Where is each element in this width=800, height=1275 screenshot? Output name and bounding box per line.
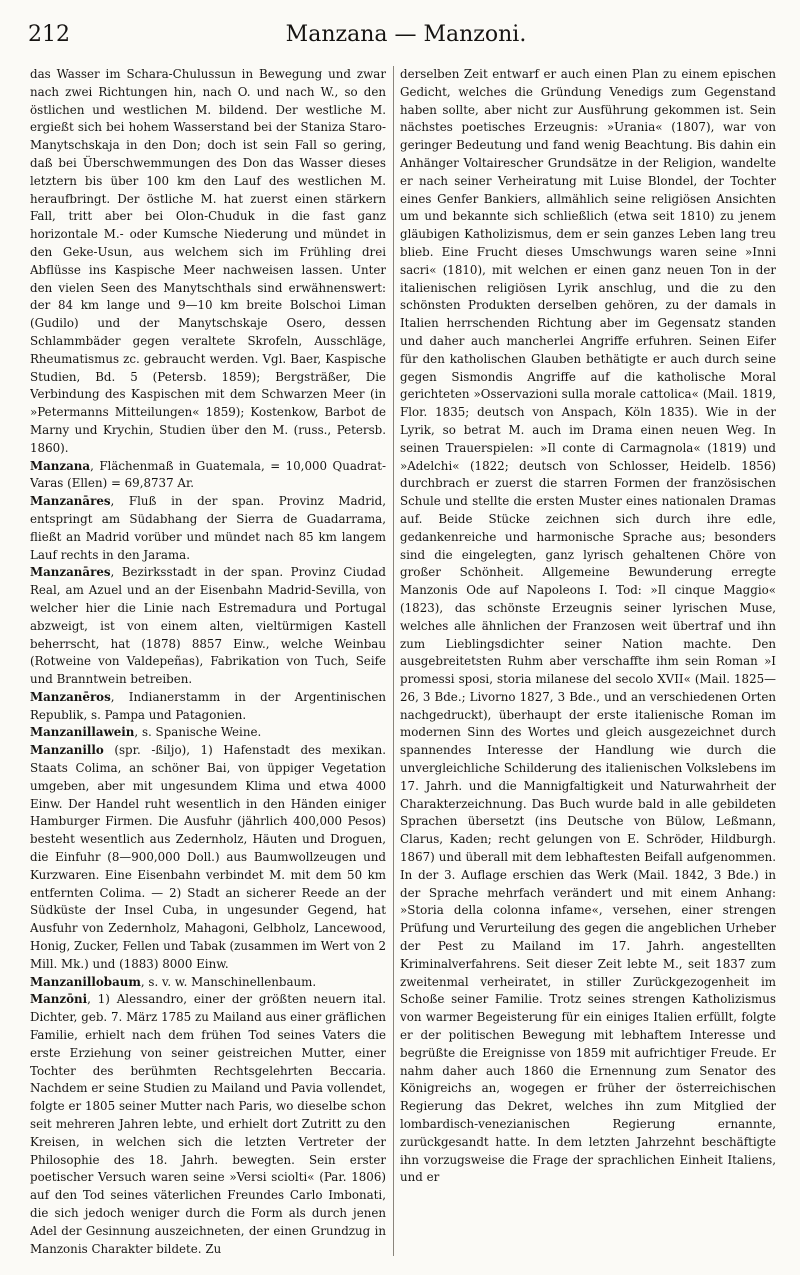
entry-text: , Indianerstamm in der Argentinischen Republik, s. Pampa und Patagonien. xyxy=(30,689,386,722)
entry-manzaneros xyxy=(30,689,386,725)
entry-manzanillo xyxy=(30,742,386,973)
headword: Manzanillobaum xyxy=(30,974,141,989)
entry-text: , 1) Alessandro, einer der größten neuern ital. Dichter, geb. 7. März 1785 zu Mailand aus einer gräflichen Familie, erhielt nach dem frühen Tod seines Vaters die erste Erziehung von seiner geistreichen Mutter, einer Tochter des berühmten Rechtsgelehrten Beccaria. Nachdem er seine Studien zu Mailand und Pavia vollendet, folgte er 1805 seiner Mutter nach Paris, wo dieselbe schon seit mehreren Jahren lebte, und erhielt dort Zutritt zu den Kreisen, in welchen sich die letzten Vertreter der Philosophie des 18. Jahrh. bewegten. Sein erster poetischer Versuch waren seine »Versi sciolti« (Par. 1806) auf den Tod seines väterlichen Freundes Carlo Imbonati, die sich jedoch weniger durch die Form als durch jenen Adel der Gesinnung auszeichneten, der einen Grundzug in Manzonis Charakter bildete. Zu xyxy=(30,992,386,1256)
entry-manzanillawein xyxy=(30,724,386,742)
entry-manzanares-town xyxy=(30,564,386,689)
headword: Manzanillawein xyxy=(30,725,135,740)
running-title: Manzana — Manzoni. xyxy=(285,22,527,47)
left-column xyxy=(30,66,386,1256)
entry-text: , Bezirksstadt in der span. Provinz Ciudad Real, am Azuel und an der Eisenbahn Madrid-Sevilla, von welcher hier die Linie nach Estremadura und Portugal abzweigt, ist von einem alten, vieltürmigen Kastell beherrscht, hat (1878) 8857 Einw., welche Weinbau (Rotweine von Valdepeñas), Fabrikation von Tuch, Seife und Branntwein betreiben. xyxy=(30,565,386,687)
entry-text: , Flächenmaß in Guatemala, = 10,000 Quadrat-Varas (Ellen) = 69,8737 Ar. xyxy=(30,458,386,491)
headword: Manzanāres xyxy=(30,565,111,580)
continued-paragraph: das Wasser im Schara-Chulussun in Bewegung und zwar nach zwei Richtungen hin, nach O. und nach W., so den östlichen und westlichen M. bildend. Der westliche M. ergießt sich bei hohem Wasserstand bei der Staniza Staro-Manytschskaja in den Don; doch ist sein Fall so gering, daß bei Überschwemmungen des Don das Wasser dieses letztern bis über 100 km den Lauf des westlichen M. heraufbringt. Der östliche M. hat zuerst einen stärkern Fall, tritt aber bei Olon-Chuduk in die fast ganz horizontale M.- oder Kumsche Niederung und mündet in den Geke-Usun, aus welchem sich im Frühling drei Abflüsse ins Kaspische Meer nachweisen lassen. Unter den vielen Seen des Manytschthals sind erwähnenswert: der 84 km lange und 9—10 km breite Bolschoi Liman (Gudilo) und der Manytschskaje Osero, dessen Schlammbäder gegen veraltete Skrofeln, Ausschläge, Rheumatismus zc. gebraucht werden. Vgl. Baer, Kaspische Studien, Bd. 5 (Petersb. 1859); Bergsträßer, Die Verbindung des Kaspischen mit dem Schwarzen Meer (in »Petermanns Mitteilungen« 1859); Kostenkow, Barbot de Marny und Krychin, Studien über den M. (russ., Petersb. 1860). xyxy=(30,67,386,455)
column-divider xyxy=(393,66,394,1256)
headword: Manzanillo xyxy=(30,743,104,758)
page-number: 212 xyxy=(28,22,70,47)
headword: Manzanēros xyxy=(30,689,111,704)
entry-text: , s. Spanische Weine. xyxy=(134,725,262,740)
page-header xyxy=(28,22,784,52)
entry-manzanillobaum xyxy=(30,974,386,992)
entry-manzoni xyxy=(30,991,386,1256)
headword: Manzana xyxy=(30,458,91,473)
entry-text: , s. v. w. Manschinellenbaum. xyxy=(140,974,317,989)
headword: Manzanāres xyxy=(30,494,111,509)
manzoni-continuation: derselben Zeit entwarf er auch einen Plan zu einem epischen Gedicht, welches die Gründung Venedigs zum Gegenstand haben sollte, aber nicht zur Ausführung gekommen ist. Sein nächstes poetisches Erzeugnis: »Urania« (1807), war von geringer Bedeutung und fand wenig Beachtung. Bis dahin ein Anhänger Voltairescher Grundsätze in der Religion, wandelte er nach seiner Verheiratung mit Luise Blondel, der Tochter eines Genfer Bankiers, allmählich seine religiösen Ansichten um und bekannte sich schließlich (etwa seit 1810) zu jenem gläubigen Katholizismus, dem er sein ganzes Leben lang treu blieb. Eine Frucht dieses Umschwungs waren seine »Inni sacri« (1810), mit welchen er einen ganz neuen Ton in der italienischen religiösen Lyrik anschlug, und die zu den schönsten Produkten derselben gehören, zu der damals in Italien herrschenden Richtung aber im Gegensatz standen und daher auch mancherlei Angriffe erfuhren. Seinen Eifer für den katholischen Glauben bethätigte er auch durch seine gegen Sismondis Angriffe auf die katholische Moral gerichteten »Osservazioni sulla morale cattolica« (Mail. 1819, Flor. 1835; deutsch von Anspach, Köln 1835). Wie in der Lyrik, so betrat M. auch im Drama einen neuen Weg. In seinen Trauerspielen: »Il conte di Carmagnola« (1819) und »Adelchi« (1822; deutsch von Schlosser, Heidelb. 1856) durchbrach er zuerst die starren Formen der französischen Schule und stellte die ersten Muster eines nationalen Dramas auf. Beide Stücke zeichnen sich durch ihre edle, gedankenreiche und harmonische Sprache aus; besonders sind die eingelegten, ganz lyrisch gehaltenen Chöre von großer Schönheit. Allgemeine Bewunderung erregte Manzonis Ode auf Napoleons I. Tod: »Il cinque Maggio« (1823), das schönste Erzeugnis seiner lyrischen Muse, welches alle ähnlichen der Franzosen weit übertraf und ihn zum Lieblingsdichter seiner Nation machte. Den ausgebreitetsten Ruhm aber verschaffte ihm sein Roman »I promessi sposi, storia milanese del secolo XVII« (Mail. 1825—26, 3 Bde.; Livorno 1827, 3 Bde., und an verschiedenen Orten nachgedruckt), überhaupt der erste italienische Roman im modernen Sinn des Wortes und gleich ausgezeichnet durch spannendes Interesse der Handlung wie durch die unvergleichliche Schilderung des italienischen Volkslebens im 17. Jahrh. und die Mannigfaltigkeit und Naturwahrheit der Charakterzeichnung. Das Buch wurde bald in alle gebildeten Sprachen übersetzt (ins Deutsche von Bülow, Leßmann, Clarus, Kaden; recht gelungen von E. Schröder, Hildburgh. 1867) und überall mit dem lebhaftesten Beifall aufgenommen. In der 3. Auflage erschien das Werk (Mail. 1842, 3 Bde.) in der Sprache mehrfach verändert und mit einem Anhang: »Storia della colonna infame«, versehen, einer strengen Prüfung und Verurteilung des gegen die angeblichen Urheber der Pest zu Mailand im 17. Jahrh. angestellten Kriminalverfahrens. Seit dieser Zeit lebte M., seit 1837 zum zweitenmal verheiratet, in stiller Zurückgezogenheit im Schoße seiner Familie. Trotz seines strengen Katholizismus von warmer Begeisterung für ein einiges Italien erfüllt, folgte er der politischen Bewegung mit lebhaftem Interesse und begrüßte die Ereignisse von 1859 mit aufrichtiger Freude. Er nahm daher auch 1860 die Ernennung zum Senator des Königreichs an, wogegen er früher der österreichischen Regierung das Dekret, welches ihn zum Mitglied der lombardisch-venezianischen Regierung ernannte, zurückgesandt hatte. In dem letzten Jahrzehnt beschäftigte ihn vorzugsweise die Frage der sprachlichen Einheit Italiens, und er xyxy=(400,67,776,1185)
headword: Manzōni xyxy=(30,992,88,1007)
entry-text: , Fluß in der span. Provinz Madrid, entspringt am Südabhang der Sierra de Guadarrama, fließt an Madrid vorüber und mündet nach 85 km langem Lauf rechts in den Jarama. xyxy=(30,494,386,562)
entry-text: (spr. -ßiljo), 1) Hafenstadt des mexikan. Staats Colima, an schöner Bai, von üppiger Vegetation umgeben, aber mit ungesundem Klima und etwa 4000 Einw. Der Handel ruht wesentlich in den Händen einiger Hamburger Firmen. Die Ausfuhr (jährlich 400,000 Pesos) besteht wesentlich aus Zedernholz, Häuten und Droguen, die Einfuhr (8—900,000 Doll.) aus Baumwollzeugen und Kurzwaren. Eine Eisenbahn verbindet M. mit dem 50 km entfernten Colima. — 2) Stadt an sicherer Reede an der Südküste der Insel Cuba, in ungesunder Gegend, hat Ausfuhr von Zedernholz, Mahagoni, Gelbholz, Lancewood, Honig, Zucker, Fellen und Tabak (zusammen im Wert von 2 Mill. Mk.) und (1883) 8000 Einw. xyxy=(30,743,386,971)
entry-manzana xyxy=(30,458,386,494)
right-column xyxy=(400,66,776,1256)
entry-manzanares-river xyxy=(30,493,386,564)
